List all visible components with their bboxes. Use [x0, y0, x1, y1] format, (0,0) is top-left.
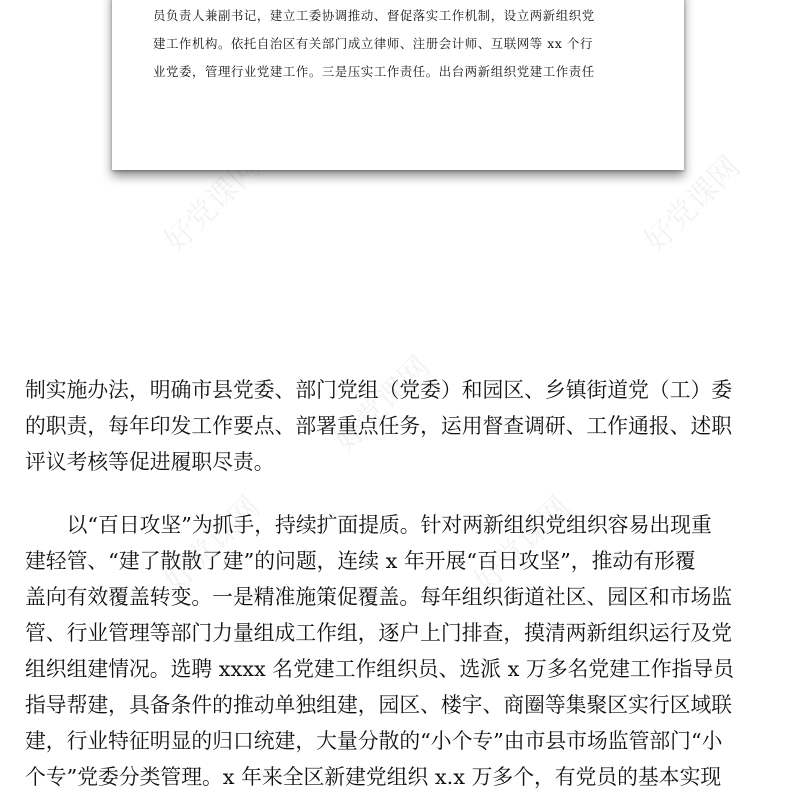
text-line: 员负责人兼副书记，建立工委协调推动、督促落实工作机制，设立两新组织党	[153, 8, 595, 23]
text-line: 建工作机构。依托自治区有关部门成立律师、注册会计师、互联网等 xx 个行	[153, 36, 593, 51]
watermark: 好党课网	[157, 489, 268, 600]
text-line: 的职责，每年印发工作要点、部署重点任务，运用督查调研、工作通报、述职	[25, 414, 733, 438]
page-preview-text	[153, 2, 595, 86]
text-line: 业党委，管理行业党建工作。三是压实工作责任。出台两新组织党建工作责任	[153, 64, 595, 79]
text-line: 指导帮建，具备条件的推动单独组建，园区、楼宇、商圈等集聚区实行区域联	[25, 693, 733, 717]
watermark: 好党课网	[157, 149, 268, 260]
document-body	[25, 372, 755, 795]
document-page-preview	[112, 0, 684, 170]
watermark: 好党课网	[467, 489, 578, 600]
text-line: 以“百日攻坚”为抓手，持续扩面提质。针对两新组织党组织容易出现重	[25, 513, 712, 537]
text-line: 盖向有效覆盖转变。一是精准施策促覆盖。每年组织街道社区、园区和市场监	[25, 585, 733, 609]
text-line: 组织组建情况。选聘 xxxx 名党建工作组织员、选派 x 万多名党建工作指导员	[25, 657, 734, 681]
text-line: 评议考核等促进履职尽责。	[25, 450, 275, 474]
text-line: 管、行业管理等部门力量组成工作组，逐户上门排查，摸清两新组织运行及党	[25, 621, 733, 645]
text-line: 制实施办法，明确市县党委、部门党组（党委）和园区、乡镇街道党（工）委	[25, 378, 733, 402]
text-line: 建，行业特征明显的归口统建，大量分散的“小个专”由市县市场监管部门“小	[25, 729, 723, 753]
text-line: 个专”党委分类管理。x 年来全区新建党组织 x.x 万多个，有党员的基本实现	[25, 765, 722, 789]
text-line: 建轻管、“建了散散了建”的问题，连续 x 年开展“百日攻坚”，推动有形覆	[25, 549, 696, 573]
watermark: 好党课网	[327, 349, 438, 460]
watermark: 好党课网	[637, 149, 748, 260]
